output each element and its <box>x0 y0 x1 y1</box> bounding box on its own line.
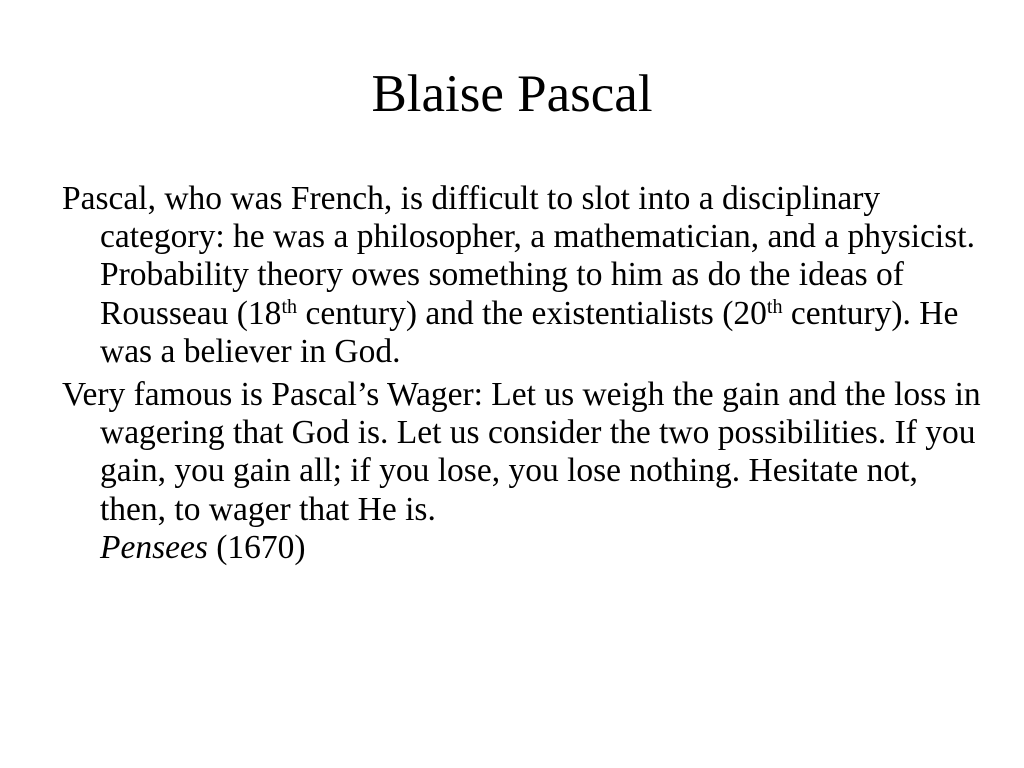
superscript-th-20: th <box>766 295 783 318</box>
superscript-th-18: th <box>281 295 298 318</box>
slide-title: Blaise Pascal <box>371 65 653 123</box>
citation <box>100 529 982 567</box>
paragraph-pascals-wager <box>62 376 982 567</box>
citation-title: Pensees <box>100 528 208 566</box>
wager-text: Very famous is Pascal’s Wager: Let us weigh the gain and the loss in wagering that God is. Let us consider the two possibilities. If you gain, you gain all; if you lose, you lose nothing. Hesitate not, then, to wager that He is. <box>62 376 981 528</box>
bio-text-part-3: century). He was a believer in God. <box>100 294 959 370</box>
bio-text-part-1: Pascal, who was French, is difficult to slot into a disciplinary category: he was a philosopher, a mathematician, and a physicist. Probability theory owes something to him as do the ideas of Rousseau (18 <box>62 180 975 332</box>
paragraph-pascal-bio <box>62 180 982 371</box>
citation-year: (1670) <box>207 528 306 566</box>
slide-body <box>62 180 982 572</box>
bio-text-part-2: century) and the existentialists (20 <box>297 294 767 332</box>
